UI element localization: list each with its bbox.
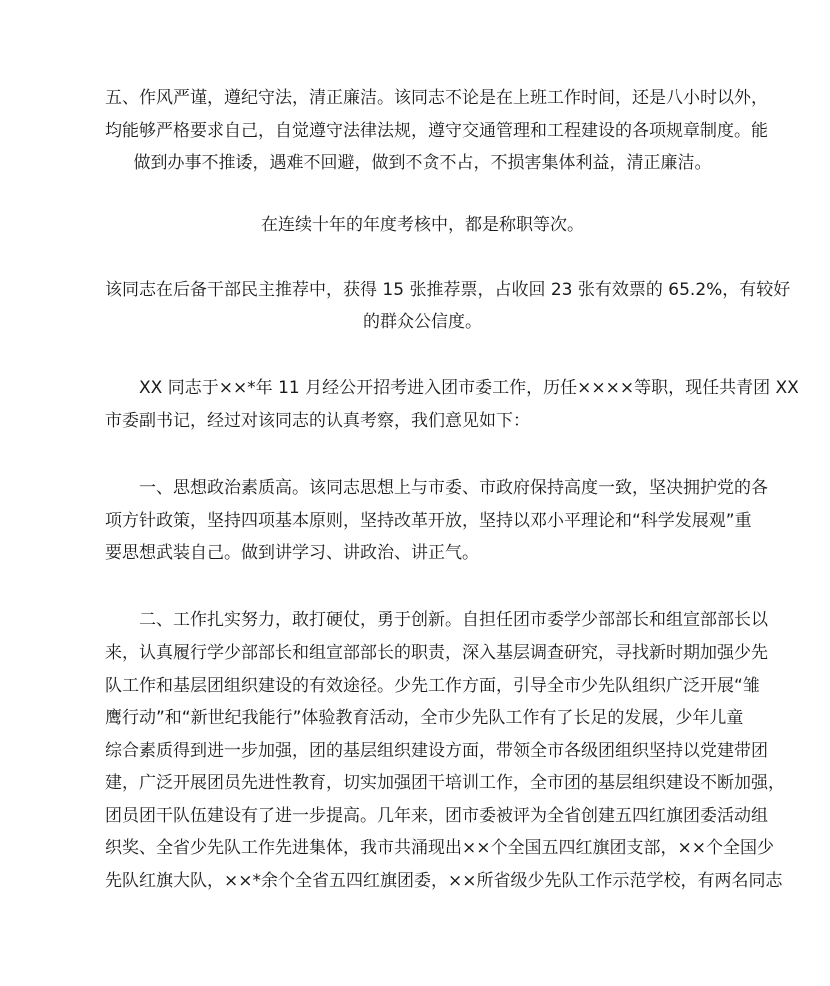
text-line: 五、作风严谨，遵纪守法，清正廉洁。该同志不论是在上班工作时间，还是八小时以外， [105,88,768,108]
text-line: 要思想武装自己。做到讲学习、讲政治、讲正气。 [105,543,479,563]
text-line: 一、思想政治素质高。该同志思想上与市委、市政府保持高度一致，坚决拥护党的各 [139,478,768,498]
text-line: 在连续十年的年度考核中，都是称职等次。 [261,215,584,235]
text-line: 综合素质得到进一步加强，团的基层组织建设方面，带领全市各级团组织坚持以党建带团 [105,741,768,761]
text-line: 建，广泛开展团员先进性教育，切实加强团干培训工作，全市团的基层组织建设不断加强， [105,773,785,793]
text-line: XX 同志于××*年 11 月经公开招考进入团市委工作，历任××××等职，现任共青团 XX [139,378,799,398]
text-line: 鹰行动”和“新世纪我能行”体验教育活动，全市少先队工作有了长足的发展，少年儿童 [105,708,744,728]
text-line: 二、工作扎实努力，敢打硬仗，勇于创新。自担任团市委学少部部长和组宣部部长以 [139,610,768,630]
text-line: 队工作和基层团组织建设的有效途径。少先工作方面，引导全市少先队组织广泛开展“雏 [105,676,760,696]
text-line: 均能够严格要求自己，自觉遵守法律法规，遵守交通管理和工程建设的各项规章制度。能 [105,121,768,141]
text-line: 项方针政策，坚持四项基本原则，坚持改革开放，坚持以邓小平理论和“科学发展观”重 [105,511,752,531]
text-line: 该同志在后备干部民主推荐中，获得 15 张推荐票，占收回 23 张有效票的 65.2%，有较好 [105,280,791,300]
text-line: 来，认真履行学少部部长和组宣部部长的职责，深入基层调查研究，寻找新时期加强少先 [105,643,768,663]
text-line: 团员团干队伍建设有了进一步提高。几年来，团市委被评为全省创建五四红旗团委活动组 [105,806,768,826]
text-line: 市委副书记，经过对该同志的认真考察，我们意见如下： [105,411,530,431]
text-line: 的群众公信度。 [363,312,482,332]
text-line: 先队红旗大队，××*余个全省五四红旗团委，××所省级少先队工作示范学校，有两名同志 [105,871,783,891]
text-line: 做到办事不推诿，遇难不回避，做到不贪不占，不损害集体利益，清正廉洁。 [133,153,712,173]
text-line: 织奖、全省少先队工作先进集体，我市共涌现出××个全国五四红旗团支部，××个全国少 [105,838,774,858]
